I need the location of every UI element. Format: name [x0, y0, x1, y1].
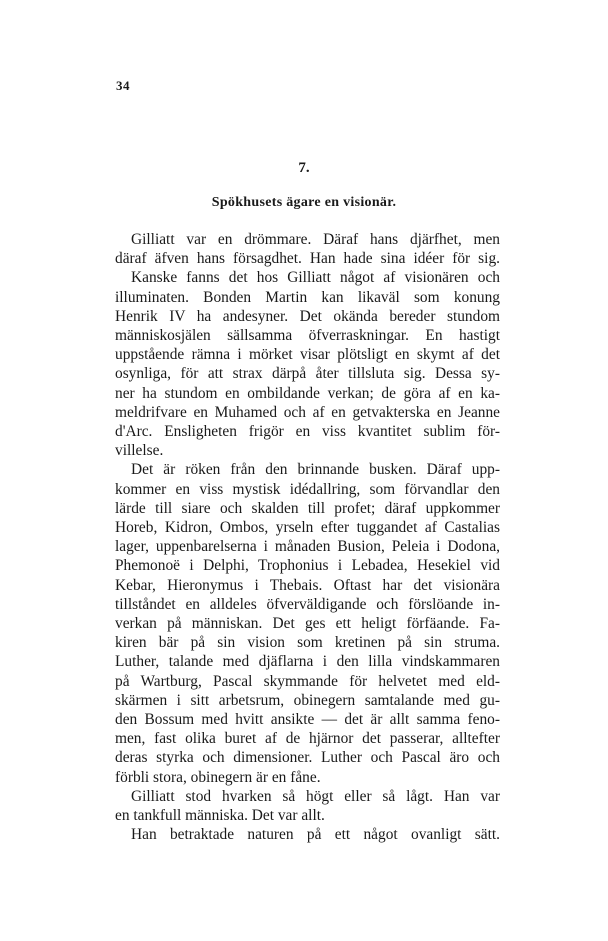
text-line: Kebar, Hieronymus i Thebais. Oftast har det visionära [115, 576, 500, 594]
text-line: d'Arc. Ensligheten frigör en viss kvantitet sublim för- [115, 423, 500, 441]
text-line: illuminaten. Bonden Martin kan likaväl som konung [115, 288, 500, 306]
text-line: Kanske fanns det hos Gilliatt något af visionären och [131, 269, 500, 287]
text-line: skärmen i sitt arbetsrum, obinegern samtalande med gu- [115, 691, 500, 709]
text-line: meldrifvare en Muhamed och af en getvakterska en Jeanne [115, 403, 500, 421]
text-line: Phemonoë i Delphi, Trophonius i Lebadea, Hesekiel vid [115, 557, 500, 575]
page-number: 34 [116, 78, 130, 93]
text-line: Horeb, Kidron, Ombos, yrseln efter tuggandet af Castalias [115, 519, 500, 537]
text-line: lärde till siare och skalden till profet; däraf uppkommer [115, 499, 500, 517]
text-line: osynliga, för att strax därpå åter tillsluta sig. Dessa sy- [115, 365, 500, 383]
text-line: Luther, talande med djäflarna i den lilla vindskammaren [115, 653, 500, 671]
text-line: kiren bär på sin vision som kretinen på sin struma. [115, 634, 500, 652]
text-line: en tankfull människa. Det var allt. [115, 807, 325, 825]
text-line: den Bossum med hvitt ansikte — det är allt samma feno- [115, 711, 500, 729]
text-line: deras styrka och dimensioner. Luther och Pascal äro och [115, 749, 500, 767]
text-line: Han betraktade naturen på ett något ovanligt sätt. [131, 826, 500, 844]
text-line: däraf äfven hans försagdhet. Han hade sina idéer för sig. [115, 250, 500, 268]
text-line: förbli stora, obinegern är en fåne. [115, 768, 321, 786]
text-line: kommer en viss mystisk idédallring, som förvandlar den [115, 480, 500, 498]
text-line: verkan på människan. Det ges ett heligt förfäande. Fa- [115, 615, 500, 633]
text-line: tillståndet en alldeles öfverväldigande och förslöande in- [115, 595, 500, 613]
text-line: Det är röken från den brinnande busken. Däraf upp- [131, 461, 500, 479]
chapter-title: Spökhusets ägare en visionär. [211, 195, 397, 210]
body-text [115, 230, 500, 845]
text-line: uppstående rämna i mörket visar plötsligt en skymt af det [115, 346, 500, 364]
text-line: lager, uppenbarelserna i månaden Busion, Peleia i Dodona, [115, 538, 500, 556]
text-line: på Wartburg, Pascal skymmande för helvetet med eld- [115, 672, 500, 690]
text-line: Gilliatt stod hvarken så högt eller så lågt. Han var [131, 787, 500, 805]
text-line: Gilliatt var en drömmare. Däraf hans djärfhet, men [131, 231, 500, 248]
text-line: människosjälen sällsamma öfverraskningar. En hastigt [115, 327, 500, 345]
chapter-number: 7. [298, 160, 310, 176]
text-line: men, fast olika buret af de hjärnor det passerar, alltefter [115, 730, 500, 748]
text-line: villelse. [115, 442, 164, 460]
text-line: ner ha stundom en ombildande verkan; de göra af en ka- [115, 384, 500, 402]
text-line: Henrik IV ha andesyner. Det okända bereder stundom [115, 307, 500, 325]
